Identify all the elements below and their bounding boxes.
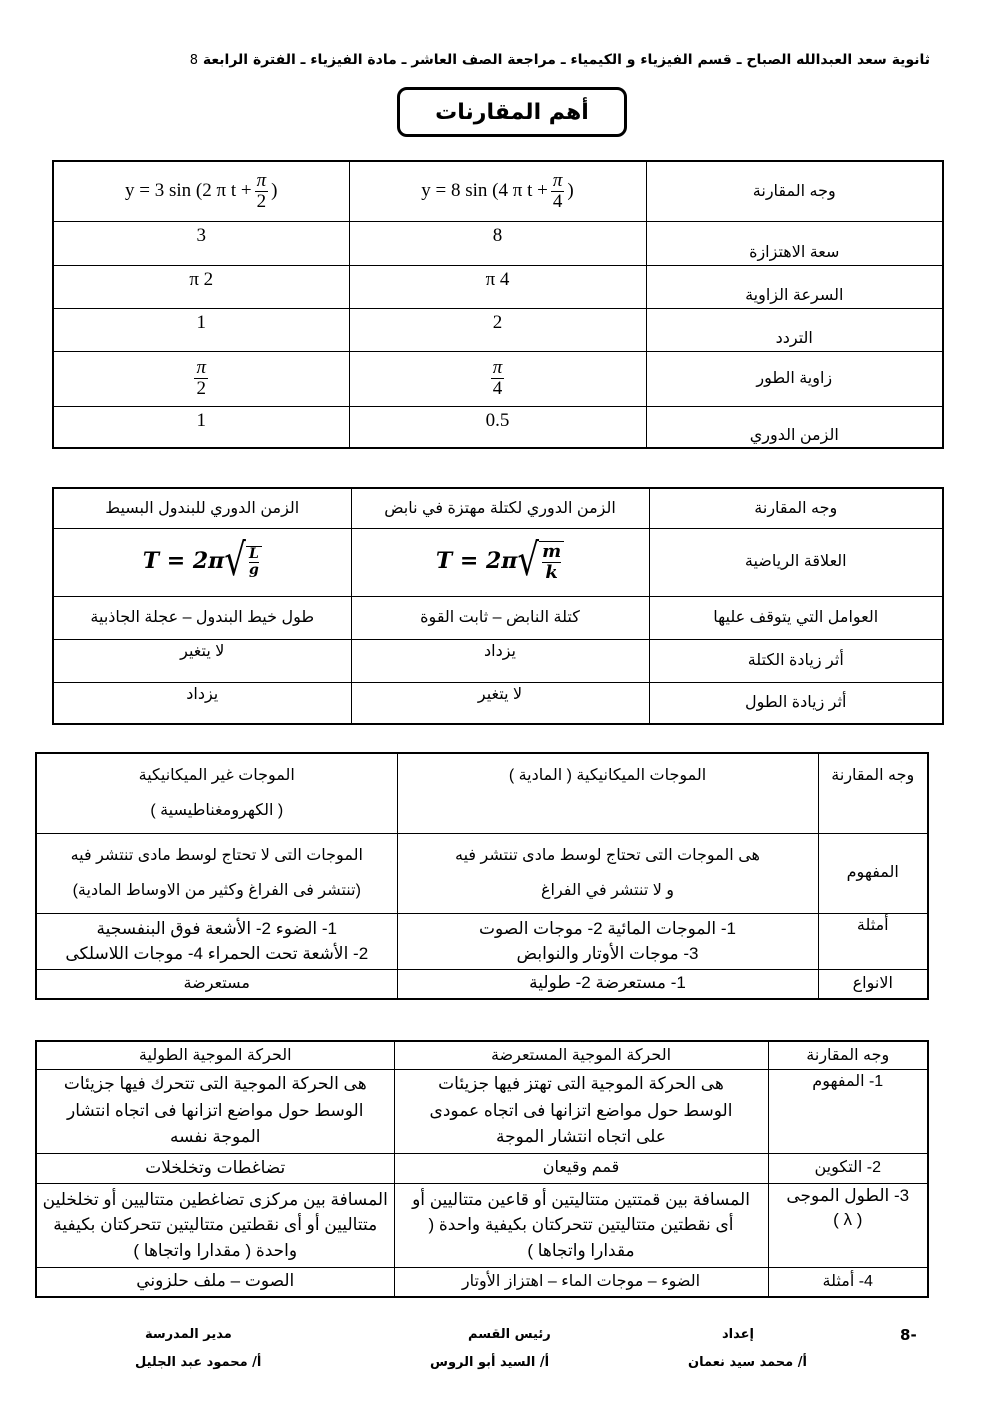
row-label: المفهوم bbox=[818, 833, 928, 913]
cell: هى الحركة الموجية التى تهتز فيها جزيئات الوسط حول مواضع اتزانها فى اتجاه عمودى على اتجاه انتشار الموجة bbox=[394, 1069, 768, 1153]
cell: 0.5 bbox=[349, 406, 646, 448]
row-label: 4- أمثلة bbox=[768, 1267, 928, 1297]
cell: 4 π bbox=[349, 265, 646, 308]
spring-formula: T = 2π √ m k bbox=[351, 528, 649, 596]
cell: لا يتغير bbox=[53, 639, 351, 682]
cell: يزداد bbox=[351, 639, 649, 682]
row-label: الزمن الدوري bbox=[646, 406, 943, 448]
wave-types-table bbox=[35, 752, 929, 1000]
cell: هى الموجات التى تحتاج لوسط مادى تنتشر فيه و لا تنتشر في الفراغ bbox=[397, 833, 818, 913]
header-cell: الموجات الميكانيكية ( المادية ) bbox=[397, 753, 818, 833]
cell: $\frac{\pi}{2}$ bbox=[53, 351, 349, 406]
header-cell: وجه المقارنة bbox=[646, 161, 943, 221]
cell: تضاغطات وتخلخلات bbox=[36, 1153, 394, 1183]
cell: الضوء – موجات الماء – اهتزاز الأوتار bbox=[394, 1267, 768, 1297]
period-comparison-table bbox=[52, 487, 944, 725]
table-row bbox=[53, 639, 943, 682]
equation-cell: y = 3 sin (2 π t + $\frac{\pi}{2}$ ) bbox=[53, 161, 349, 221]
cell: $\frac{\pi}{4}$ bbox=[349, 351, 646, 406]
row-label: الانواع bbox=[818, 969, 928, 999]
header-text: ثانوية سعد العبدالله الصباح ـ قسم الفيزياء و الكيمياء ـ مراجعة الصف العاشر ـ مادة الفيزياء ـ الفترة الرابعة bbox=[202, 52, 930, 68]
cell: 2 bbox=[349, 308, 646, 351]
table-row bbox=[36, 1069, 928, 1153]
table-row bbox=[53, 308, 943, 351]
department-head-label: رئيس القسم bbox=[468, 1327, 551, 1342]
cell: 2 π bbox=[53, 265, 349, 308]
table-row bbox=[53, 161, 943, 221]
header-cell: وجه المقارنة bbox=[818, 753, 928, 833]
cell: لا يتغير bbox=[351, 682, 649, 724]
row-label: أمثلة bbox=[818, 913, 928, 969]
header-cell: وجه المقارنة bbox=[768, 1041, 928, 1069]
row-label: أثر زيادة الطول bbox=[649, 682, 943, 724]
equation-cell: y = 8 sin (4 π t + $\frac{\pi}{4}$ ) bbox=[349, 161, 646, 221]
prepared-by-name: أ/ محمد سيد نعمان bbox=[688, 1355, 807, 1370]
header-page-number: 8 bbox=[189, 53, 198, 68]
cell: هى الحركة الموجية التى تتحرك فيها جزيئات الوسط حول مواضع اتزانها فى اتجاه انتشار الموجة نفسه bbox=[36, 1069, 394, 1153]
cell: مستعرضة bbox=[36, 969, 397, 999]
table-row bbox=[53, 682, 943, 724]
header-cell: الزمن الدوري للبندول البسيط bbox=[53, 488, 351, 528]
row-label: أثر زيادة الكتلة bbox=[649, 639, 943, 682]
cell: قمم وقيعان bbox=[394, 1153, 768, 1183]
table-row bbox=[53, 528, 943, 596]
table-row bbox=[36, 1183, 928, 1267]
cell: المسافة بين قمتتين متتاليتين أو قاعين متتاليين أو أى نقطتين متتاليتين تتحركتان بكيفية واحدة ( مقدارا واتجاها ) bbox=[394, 1183, 768, 1267]
cell: طول خيط البندول – عجلة الجاذبية bbox=[53, 596, 351, 639]
header-cell: الحركة الموجية المستعرضة bbox=[394, 1041, 768, 1069]
table-row bbox=[53, 488, 943, 528]
cell: المسافة بين مركزى تضاغطين متتاليين أو تخلخلين متتاليين أو أى نقطتين متتاليتين تتحركتان بكيفية واحدة ( مقدارا واتجاها ) bbox=[36, 1183, 394, 1267]
table-row bbox=[53, 265, 943, 308]
table-row bbox=[53, 596, 943, 639]
row-label: التردد bbox=[646, 308, 943, 351]
wave-motion-table bbox=[35, 1040, 929, 1298]
row-label: زاوية الطور bbox=[646, 351, 943, 406]
row-label: العوامل التي يتوقف عليها bbox=[649, 596, 943, 639]
row-label: سعة الاهتزازة bbox=[646, 221, 943, 265]
row-label: السرعة الزاوية bbox=[646, 265, 943, 308]
table-row bbox=[53, 406, 943, 448]
cell: 1 bbox=[53, 406, 349, 448]
cell: الموجات التى لا تحتاج لوسط مادى تنتشر فيه (تنتشر فى الفراغ وكثير من الاوساط المادية) bbox=[36, 833, 397, 913]
row-label: العلاقة الرياضية bbox=[649, 528, 943, 596]
table-row bbox=[36, 1153, 928, 1183]
table-row bbox=[36, 833, 928, 913]
cell: 1- الموجات المائية 2- موجات الصوت 3- موجات الأوتار والنوابض bbox=[397, 913, 818, 969]
page-header bbox=[100, 52, 930, 68]
row-label: 1- المفهوم bbox=[768, 1069, 928, 1153]
sine-wave-comparison-table bbox=[52, 160, 944, 449]
table-row bbox=[36, 1267, 928, 1297]
department-head-name: أ/ السيد أبو الروس bbox=[430, 1355, 550, 1370]
cell: يزداد bbox=[53, 682, 351, 724]
cell: 1- مستعرضة 2- طولية bbox=[397, 969, 818, 999]
table-row bbox=[36, 969, 928, 999]
header-cell: الموجات غير الميكانيكية ( الكهرومغناطيسية ) bbox=[36, 753, 397, 833]
principal-label: مدير المدرسة bbox=[145, 1327, 232, 1342]
table-row bbox=[53, 351, 943, 406]
header-cell: الزمن الدوري لكتلة مهتزة في نابض bbox=[351, 488, 649, 528]
footer-page-number: -8 bbox=[900, 1326, 917, 1344]
cell: 1- الضوء 2- الأشعة فوق البنفسجية 2- الأشعة تحت الحمراء 4- موجات اللاسلكى bbox=[36, 913, 397, 969]
cell: 8 bbox=[349, 221, 646, 265]
principal-name: أ/ محمود عبد الجليل bbox=[135, 1355, 262, 1370]
table-row bbox=[36, 753, 928, 833]
header-cell: الحركة الموجية الطولية bbox=[36, 1041, 394, 1069]
table-row bbox=[36, 1041, 928, 1069]
prepared-by-label: إعداد bbox=[722, 1327, 754, 1342]
table-row bbox=[53, 221, 943, 265]
header-cell: وجه المقارنة bbox=[649, 488, 943, 528]
cell: الصوت – ملف حلزوني bbox=[36, 1267, 394, 1297]
table-row bbox=[36, 913, 928, 969]
pendulum-formula: T = 2π √ L g bbox=[53, 528, 351, 596]
cell: كتلة النابض – ثابت القوة bbox=[351, 596, 649, 639]
page-title: أهم المقارنات bbox=[397, 87, 627, 137]
cell: 3 bbox=[53, 221, 349, 265]
row-label: 2- التكوين bbox=[768, 1153, 928, 1183]
row-label: 3- الطول الموجى ( λ ) bbox=[768, 1183, 928, 1267]
cell: 1 bbox=[53, 308, 349, 351]
